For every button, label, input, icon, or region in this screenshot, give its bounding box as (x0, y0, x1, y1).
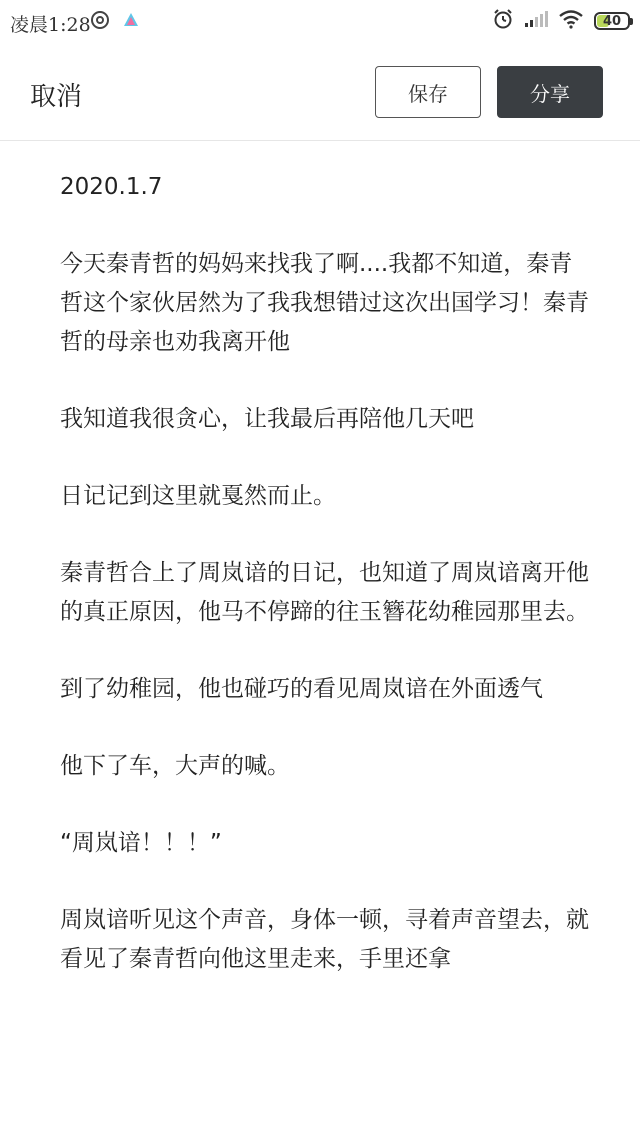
paragraph: 我知道我很贪心，让我最后再陪他几天吧 (60, 406, 474, 432)
document-body[interactable] (60, 168, 590, 1017)
paragraph: 他下了车，大声的喊。 (60, 753, 290, 779)
paragraph: “周岚谙！！！” (60, 830, 222, 856)
alarm-icon (492, 8, 514, 34)
status-left-icons (90, 10, 140, 34)
app-triangle-icon (122, 11, 140, 33)
paragraph: 今天秦青哲的妈妈来找我了啊....我都不知道，秦青哲这个家伙居然为了我我想错过这次出国学习！秦青哲的母亲也劝我离开他 (60, 251, 589, 355)
battery-icon (594, 12, 630, 30)
signal-icon (524, 10, 548, 32)
editor-toolbar (0, 44, 640, 141)
paragraph: 日记记到这里就戛然而止。 (60, 483, 336, 509)
save-button[interactable]: 保存 (375, 66, 481, 118)
status-right-icons (492, 8, 630, 34)
battery-level: 40 (602, 13, 622, 29)
netease-music-icon (90, 10, 110, 34)
wifi-icon (558, 9, 584, 33)
paragraph: 周岚谙听见这个声音，身体一顿，寻着声音望去，就看见了秦青哲向他这里走来，手里还拿 (60, 907, 589, 972)
diary-date: 2020.1.7 (60, 174, 163, 200)
paragraph: 秦青哲合上了周岚谙的日记，也知道了周岚谙离开他的真正原因，他马不停蹄的往玉簪花幼稚园那里去。 (60, 560, 589, 625)
cancel-button[interactable]: 取消 (30, 82, 83, 112)
status-time: 凌晨1:28 (10, 14, 91, 36)
share-button[interactable]: 分享 (497, 66, 603, 118)
paragraph: 到了幼稚园，他也碰巧的看见周岚谙在外面透气 (60, 676, 543, 702)
status-bar (0, 0, 640, 44)
